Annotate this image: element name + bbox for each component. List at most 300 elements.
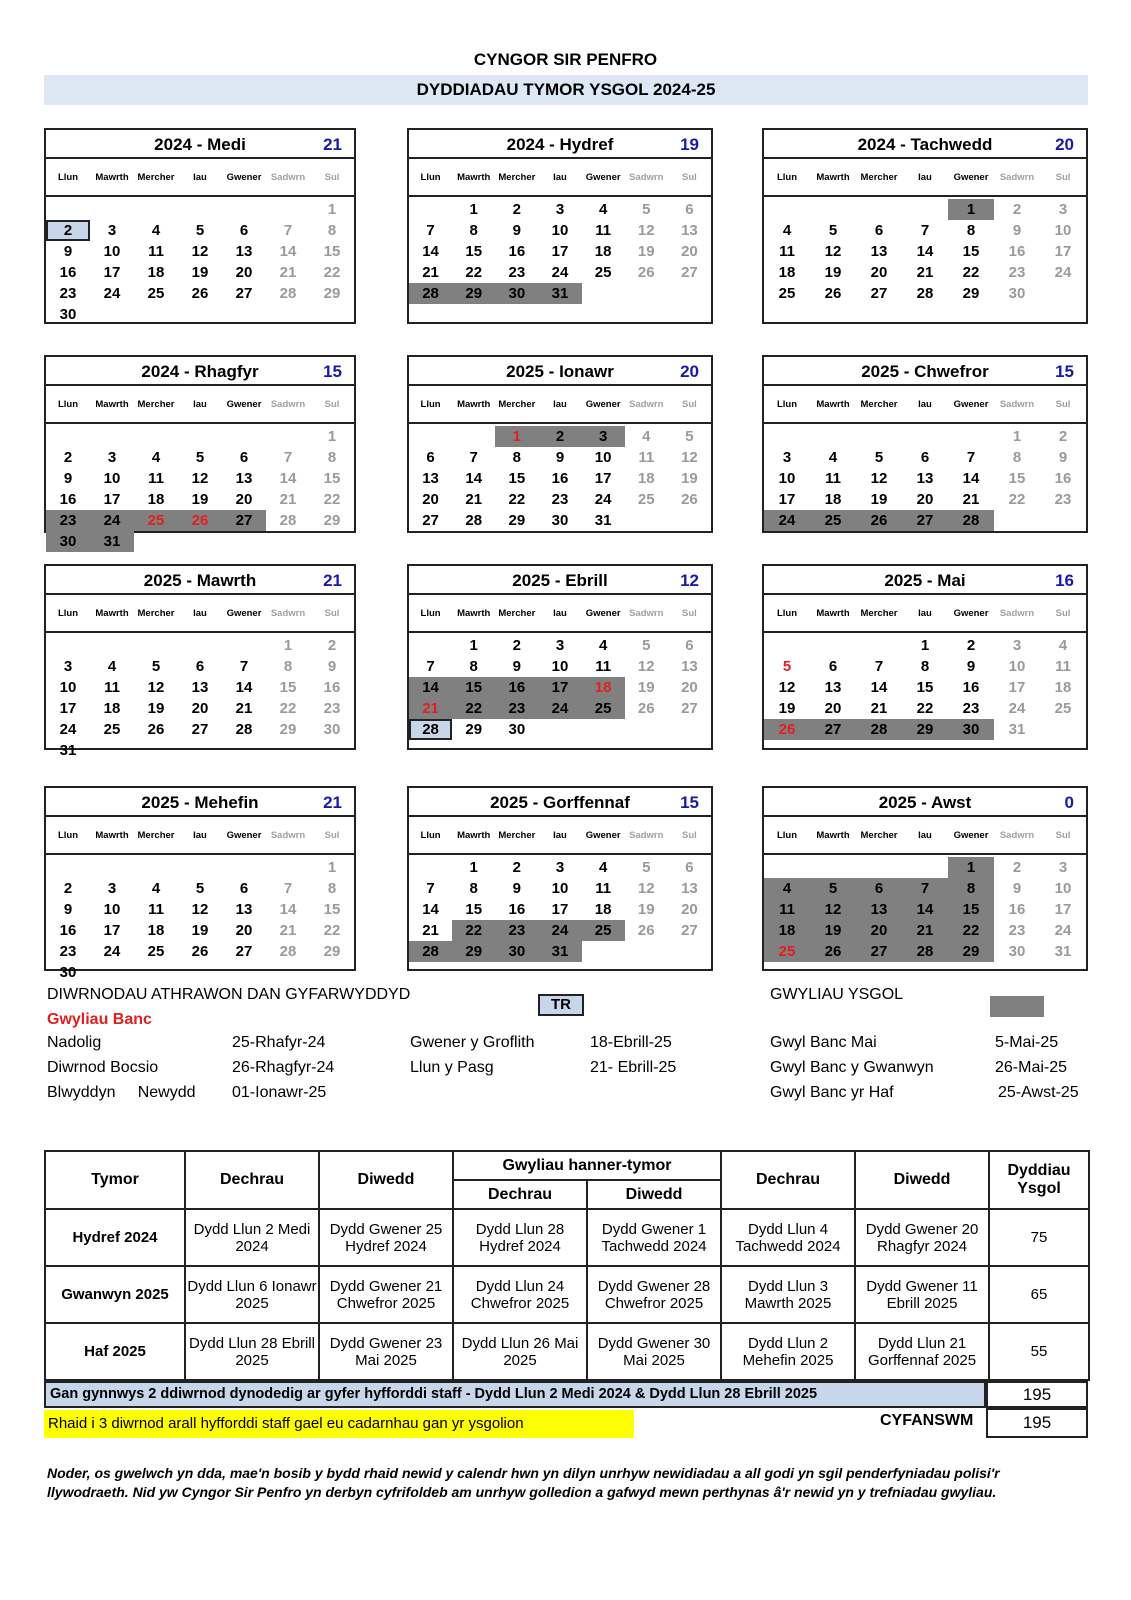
day-cell: 1 — [1012, 428, 1022, 445]
day-cell: 25 — [1054, 700, 1072, 717]
weekday-label: Iau — [918, 398, 932, 410]
weekday-label: Gwener — [226, 398, 262, 410]
bank-holiday-name: Diwrnod Bocsio — [47, 1059, 159, 1076]
day-cell: 8 — [283, 658, 293, 675]
empty-cell — [46, 426, 90, 447]
day-cell: 7 — [283, 222, 293, 239]
day-cell: 6 — [239, 222, 249, 239]
day-cell: 19 — [810, 920, 856, 941]
day-cell: 18 — [637, 470, 655, 487]
day-cell: 29 — [452, 283, 495, 304]
day-cell: 2 — [327, 637, 337, 654]
day-cell: 31 — [538, 941, 581, 962]
day-cell: 6 — [856, 878, 902, 899]
empty-cell — [948, 426, 994, 447]
day-cell: 26 — [147, 721, 165, 738]
table-cell: Dydd Llun 24 Chwefror 2025 — [453, 1266, 587, 1323]
day-cell: 14 — [422, 243, 439, 260]
day-cell: 9 — [512, 658, 522, 675]
day-grid — [764, 855, 1086, 962]
day-cell: 26 — [637, 264, 655, 281]
day-cell: 20 — [916, 491, 934, 508]
total-label: CYFANSWM — [880, 1412, 974, 1429]
day-cell: 26 — [178, 510, 222, 531]
empty-cell — [902, 426, 948, 447]
day-cell: 17 — [538, 677, 581, 698]
day-cell: 16 — [551, 470, 569, 487]
weekday-label: Mawrth — [457, 607, 491, 619]
weekday-label: Gwener — [226, 607, 262, 619]
month-calendar — [44, 786, 356, 981]
day-cell: 16 — [1008, 901, 1026, 918]
day-cell: 1 — [920, 637, 930, 654]
day-cell: 23 — [59, 943, 77, 960]
weekday-label: Mercher — [498, 607, 536, 619]
day-cell: 25 — [103, 721, 121, 738]
day-cell: 5 — [810, 878, 856, 899]
weekday-header — [409, 386, 711, 424]
weekday-label: Mawrth — [457, 829, 491, 841]
day-cell: 5 — [642, 637, 651, 654]
day-cell: 27 — [222, 510, 266, 531]
weekday-label: Gwener — [953, 607, 989, 619]
day-cell: 20 — [681, 243, 698, 260]
day-cell: 14 — [916, 243, 934, 260]
day-cell: 26 — [764, 719, 810, 740]
day-cell: 10 — [103, 470, 121, 487]
day-cell: 4 — [642, 428, 651, 445]
weekday-label: Gwener — [953, 171, 989, 183]
day-cell: 15 — [1008, 470, 1026, 487]
month-calendar — [407, 128, 713, 324]
day-cell: 14 — [279, 901, 297, 918]
day-cell: 23 — [962, 700, 980, 717]
day-cell: 24 — [594, 491, 612, 508]
day-cell: 7 — [902, 878, 948, 899]
table-row — [45, 1209, 1089, 1266]
day-cell: 6 — [239, 880, 249, 897]
day-cell: 8 — [920, 658, 930, 675]
empty-cell — [856, 426, 902, 447]
day-cell: 15 — [508, 470, 526, 487]
day-grid — [764, 633, 1086, 740]
month-school-days: 15 — [1055, 362, 1074, 381]
day-cell: 28 — [948, 510, 994, 531]
day-cell: 30 — [551, 512, 569, 529]
empty-cell — [452, 426, 495, 447]
day-cell: 11 — [595, 658, 612, 675]
day-cell: 15 — [279, 679, 297, 696]
day-cell: 18 — [764, 920, 810, 941]
month-calendar — [407, 355, 713, 533]
day-cell: 30 — [46, 531, 90, 552]
weekday-label: Llun — [776, 398, 798, 410]
day-cell: 18 — [147, 491, 165, 508]
empty-cell — [810, 635, 856, 656]
day-cell: 13 — [870, 243, 888, 260]
day-cell: 7 — [874, 658, 884, 675]
weekday-label: Sadwrn — [629, 607, 664, 619]
day-cell: 3 — [1012, 637, 1022, 654]
day-cell: 23 — [551, 491, 569, 508]
day-cell: 8 — [1012, 449, 1022, 466]
empty-cell — [90, 635, 134, 656]
weekday-label: Mawrth — [816, 829, 850, 841]
weekday-header — [409, 159, 711, 197]
empty-cell — [409, 857, 452, 878]
weekday-label: Mawrth — [95, 829, 129, 841]
empty-cell — [266, 426, 310, 447]
day-cell: 27 — [681, 264, 698, 281]
training-legend-badge: TR — [538, 994, 584, 1016]
empty-cell — [409, 199, 452, 220]
day-cell: 12 — [810, 899, 856, 920]
day-cell: 24 — [1008, 700, 1026, 717]
day-cell: 8 — [469, 880, 478, 897]
day-cell: 16 — [59, 264, 77, 281]
month-calendar — [407, 786, 713, 971]
weekday-label: Sadwrn — [999, 398, 1035, 410]
day-cell: 22 — [465, 264, 483, 281]
bank-holiday-name: Gwyl Banc yr Haf — [770, 1084, 894, 1101]
weekday-label: Mercher — [137, 398, 175, 410]
weekday-label: Iau — [193, 607, 207, 619]
empty-cell — [409, 426, 452, 447]
weekday-label: Iau — [553, 829, 567, 841]
table-row — [45, 1266, 1089, 1323]
day-cell: 25 — [147, 285, 165, 302]
day-cell: 17 — [551, 243, 569, 260]
school-days-value: 75 — [989, 1209, 1089, 1266]
day-cell: 30 — [508, 721, 526, 738]
day-cell: 25 — [594, 264, 612, 281]
day-cell: 13 — [191, 679, 209, 696]
day-cell: 31 — [90, 531, 134, 552]
weekday-label: Sadwrn — [270, 398, 306, 410]
empty-cell — [90, 199, 134, 220]
month-name: 2025 - Mawrth — [143, 571, 257, 590]
day-cell: 2 — [1012, 201, 1022, 218]
weekday-label: Iau — [553, 398, 567, 410]
header-half-term: Gwyliau hanner-tymor — [453, 1151, 721, 1180]
day-cell: 22 — [962, 264, 980, 281]
month-calendar — [407, 564, 713, 750]
day-cell: 1 — [495, 426, 538, 447]
day-cell: 22 — [452, 698, 495, 719]
weekday-label: Sadwrn — [999, 171, 1035, 183]
header-start-2: Dechrau — [721, 1151, 855, 1209]
bank-holiday-name: Llun y Pasg — [410, 1059, 494, 1076]
day-cell: 28 — [856, 719, 902, 740]
day-cell: 1 — [469, 201, 478, 218]
day-cell: 10 — [551, 222, 569, 239]
day-cell: 29 — [465, 721, 483, 738]
day-cell: 10 — [1008, 658, 1026, 675]
table-cell: Dydd Gwener 23 Mai 2025 — [319, 1323, 453, 1380]
day-cell: 7 — [966, 449, 976, 466]
day-cell: 20 — [235, 491, 253, 508]
day-cell: 26 — [191, 943, 209, 960]
day-cell: 12 — [637, 880, 655, 897]
month-title — [409, 357, 711, 386]
day-cell: 28 — [409, 941, 452, 962]
month-calendar — [762, 355, 1088, 533]
day-cell: 4 — [782, 222, 792, 239]
day-cell: 8 — [469, 222, 478, 239]
month-school-days: 19 — [680, 135, 699, 154]
weekday-label: Gwener — [585, 398, 621, 410]
term-name: Gwanwyn 2025 — [45, 1266, 185, 1323]
weekday-header — [764, 817, 1086, 855]
month-name: 2025 - Chwefror — [861, 362, 989, 381]
day-cell: 14 — [465, 470, 483, 487]
weekday-label: Llun — [776, 829, 798, 841]
day-cell: 18 — [824, 491, 842, 508]
day-cell: 25 — [134, 510, 178, 531]
weekday-label: Gwener — [226, 171, 262, 183]
day-cell: 22 — [508, 491, 526, 508]
day-cell: 19 — [778, 700, 796, 717]
day-grid — [764, 197, 1086, 304]
day-cell: 25 — [637, 491, 655, 508]
day-cell: 29 — [508, 512, 526, 529]
day-cell: 22 — [1008, 491, 1026, 508]
table-cell: Dydd Llun 21 Gorffennaf 2025 — [855, 1323, 989, 1380]
day-cell: 1 — [948, 857, 994, 878]
table-cell: Dydd Gwener 20 Rhagfyr 2024 — [855, 1209, 989, 1266]
day-cell: 28 — [465, 512, 483, 529]
day-cell: 17 — [59, 700, 77, 717]
table-cell: Dydd Llun 6 Ionawr 2025 — [185, 1266, 319, 1323]
month-name: 2024 - Hydref — [506, 135, 614, 154]
day-cell: 26 — [637, 700, 655, 717]
bank-holiday-date: 26-Mai-25 — [995, 1059, 1068, 1076]
day-cell: 16 — [508, 243, 526, 260]
confirm-training-note: Rhaid i 3 diwrnod arall hyfforddi staff gael eu cadarnhau gan yr ysgolion — [44, 1410, 634, 1438]
weekday-label: Llun — [57, 171, 79, 183]
day-cell: 31 — [1008, 721, 1026, 738]
table-cell: Dydd Llun 3 Mawrth 2025 — [721, 1266, 855, 1323]
day-cell: 3 — [107, 880, 117, 897]
weekday-label: Mawrth — [95, 607, 129, 619]
day-cell: 15 — [323, 901, 341, 918]
day-grid — [409, 424, 711, 531]
term-name: Haf 2025 — [45, 1323, 185, 1380]
day-cell: 11 — [764, 899, 810, 920]
day-cell: 26 — [856, 510, 902, 531]
day-cell: 15 — [948, 899, 994, 920]
day-cell: 17 — [551, 901, 569, 918]
weekday-label: Sul — [1055, 607, 1071, 619]
day-cell: 8 — [327, 449, 337, 466]
day-cell: 25 — [764, 941, 810, 962]
day-cell: 30 — [323, 721, 341, 738]
empty-cell — [178, 426, 222, 447]
day-cell: 29 — [962, 285, 980, 302]
day-cell: 10 — [59, 679, 77, 696]
day-cell: 27 — [422, 512, 439, 529]
month-calendar — [44, 355, 356, 550]
day-cell: 8 — [327, 222, 337, 239]
day-cell: 13 — [856, 899, 902, 920]
weekday-label: Iau — [553, 171, 567, 183]
day-cell: 14 — [235, 679, 253, 696]
day-cell: 21 — [422, 264, 439, 281]
day-cell: 28 — [279, 943, 297, 960]
weekday-label: Sadwrn — [270, 171, 306, 183]
weekday-header — [46, 159, 354, 197]
day-cell: 3 — [782, 449, 792, 466]
header-half-term-end: Diwedd — [587, 1180, 721, 1209]
day-grid — [46, 424, 354, 552]
day-cell: 6 — [685, 859, 694, 876]
weekday-label: Iau — [918, 171, 932, 183]
weekday-header — [46, 386, 354, 424]
day-cell: 9 — [1058, 449, 1068, 466]
empty-cell — [856, 199, 902, 220]
day-cell: 14 — [902, 899, 948, 920]
day-cell: 24 — [103, 285, 121, 302]
month-title — [764, 130, 1086, 159]
day-cell: 18 — [582, 677, 625, 698]
day-cell: 13 — [824, 679, 842, 696]
weekday-label: Mercher — [860, 398, 898, 410]
day-cell: 6 — [426, 449, 435, 466]
empty-cell — [266, 857, 310, 878]
day-cell: 14 — [409, 677, 452, 698]
weekday-label: Sul — [682, 607, 697, 619]
weekday-label: Mercher — [860, 171, 898, 183]
weekday-label: Llun — [420, 829, 441, 841]
day-cell: 19 — [824, 264, 842, 281]
day-cell: 20 — [856, 920, 902, 941]
day-cell: 20 — [870, 264, 888, 281]
day-grid — [46, 197, 354, 325]
day-cell: 9 — [63, 470, 73, 487]
day-cell: 1 — [948, 199, 994, 220]
month-title — [409, 566, 711, 595]
day-cell: 24 — [1054, 922, 1072, 939]
total-value: 195 — [986, 1408, 1088, 1438]
weekday-header — [764, 595, 1086, 633]
day-cell: 27 — [681, 700, 698, 717]
day-cell: 1 — [327, 201, 337, 218]
day-cell: 2 — [512, 201, 522, 218]
day-cell: 10 — [103, 901, 121, 918]
bank-holiday-date: 01-Ionawr-25 — [232, 1084, 327, 1101]
month-title — [46, 566, 354, 595]
day-cell: 29 — [323, 512, 341, 529]
weekday-label: Sul — [324, 607, 340, 619]
day-cell: 2 — [966, 637, 976, 654]
day-cell: 7 — [426, 658, 435, 675]
bank-holiday-date: 18-Ebrill-25 — [590, 1034, 672, 1051]
day-cell: 27 — [870, 285, 888, 302]
day-cell: 21 — [962, 491, 980, 508]
month-school-days: 21 — [323, 135, 342, 154]
day-cell: 3 — [107, 449, 117, 466]
day-cell: 29 — [323, 943, 341, 960]
empty-cell — [222, 199, 266, 220]
day-cell: 9 — [327, 658, 337, 675]
table-cell: Dydd Gwener 28 Chwefror 2025 — [587, 1266, 721, 1323]
month-name: 2024 - Medi — [154, 135, 246, 154]
day-cell: 28 — [279, 512, 297, 529]
day-cell: 12 — [681, 449, 698, 466]
empty-cell — [856, 857, 902, 878]
weekday-label: Sul — [324, 398, 340, 410]
day-cell: 27 — [235, 943, 253, 960]
month-school-days: 15 — [680, 793, 699, 812]
day-cell: 22 — [323, 491, 341, 508]
day-cell: 9 — [966, 658, 976, 675]
weekday-label: Iau — [193, 398, 207, 410]
table-cell: Dydd Gwener 11 Ebrill 2025 — [855, 1266, 989, 1323]
holiday-legend-swatch — [990, 996, 1044, 1017]
day-cell: 25 — [147, 943, 165, 960]
day-cell: 16 — [59, 491, 77, 508]
day-cell: 11 — [104, 679, 120, 696]
day-cell: 22 — [279, 700, 297, 717]
empty-cell — [810, 199, 856, 220]
day-cell: 30 — [495, 283, 538, 304]
day-cell: 22 — [323, 922, 341, 939]
table-cell: Dydd Llun 2 Mehefin 2025 — [721, 1323, 855, 1380]
day-cell: 21 — [916, 264, 934, 281]
day-cell: 24 — [538, 698, 581, 719]
month-title — [46, 788, 354, 817]
bank-holiday-date: 25-Awst-25 — [998, 1084, 1079, 1101]
day-cell: 7 — [426, 222, 435, 239]
empty-cell — [178, 199, 222, 220]
day-cell: 12 — [870, 470, 888, 487]
day-cell: 18 — [1054, 679, 1072, 696]
day-cell: 13 — [681, 222, 698, 239]
day-cell: 30 — [495, 941, 538, 962]
day-cell: 6 — [920, 449, 930, 466]
weekday-label: Sul — [1055, 171, 1071, 183]
day-cell: 2 — [46, 220, 90, 241]
day-grid — [46, 855, 354, 983]
day-cell: 23 — [59, 285, 77, 302]
day-grid — [764, 424, 1086, 531]
day-cell: 3 — [555, 859, 565, 876]
day-cell: 17 — [1008, 679, 1026, 696]
day-cell: 31 — [538, 283, 581, 304]
weekday-label: Gwener — [226, 829, 262, 841]
empty-cell — [90, 426, 134, 447]
empty-cell — [409, 635, 452, 656]
day-cell: 27 — [902, 510, 948, 531]
weekday-label: Mercher — [860, 607, 898, 619]
empty-cell — [46, 857, 90, 878]
day-cell: 23 — [323, 700, 341, 717]
day-cell: 17 — [1054, 243, 1072, 260]
empty-cell — [134, 199, 178, 220]
weekday-label: Mercher — [498, 171, 536, 183]
weekday-label: Llun — [57, 607, 79, 619]
weekday-header — [764, 159, 1086, 197]
day-cell: 14 — [279, 243, 297, 260]
day-cell: 15 — [962, 243, 980, 260]
month-name: 2025 - Ionawr — [506, 362, 614, 381]
day-cell: 2 — [1058, 428, 1068, 445]
weekday-label: Mercher — [860, 829, 898, 841]
day-cell: 13 — [916, 470, 934, 487]
day-cell: 5 — [642, 201, 651, 218]
day-cell: 19 — [637, 243, 655, 260]
weekday-label: Mawrth — [816, 398, 850, 410]
